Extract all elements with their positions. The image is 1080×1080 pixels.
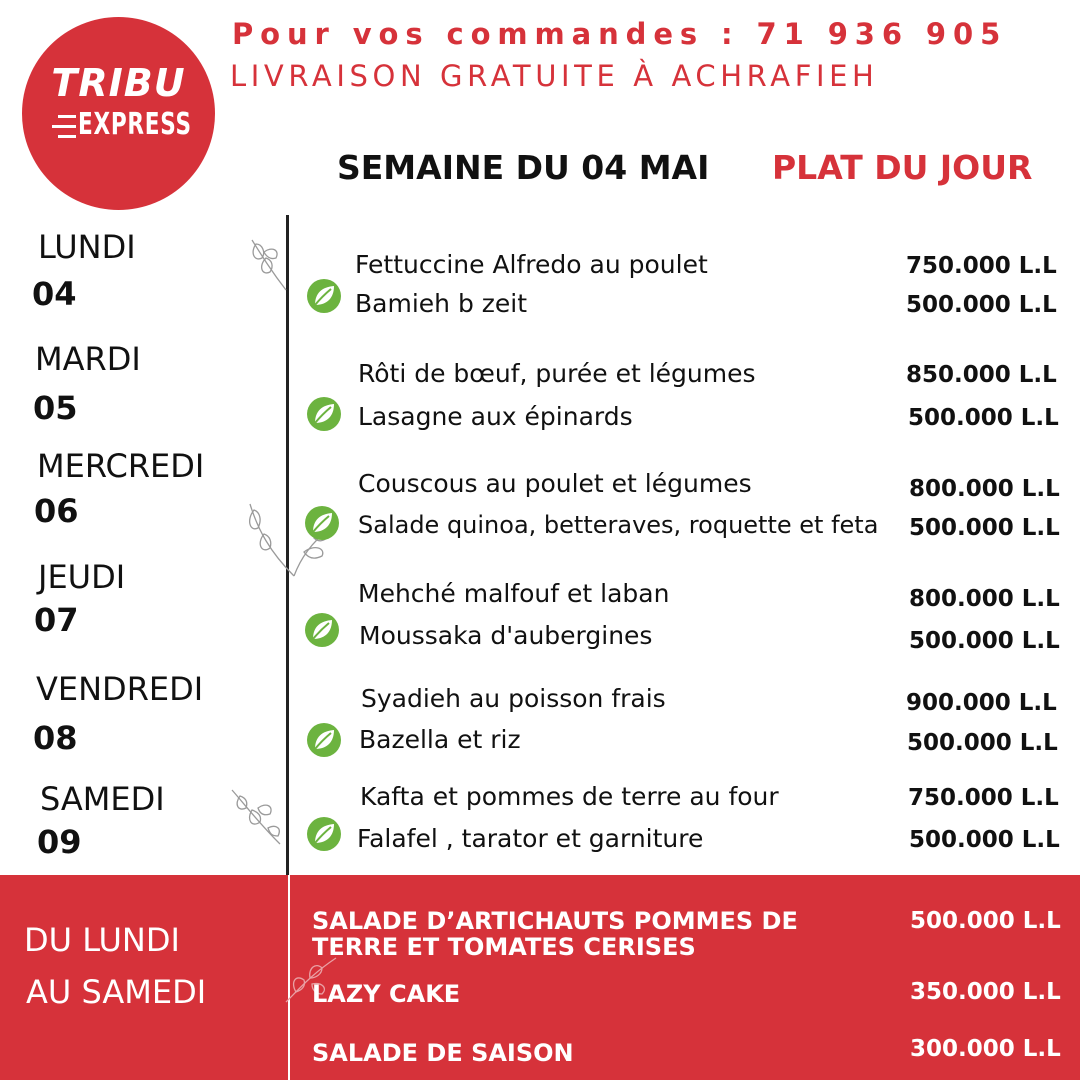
dish-price: 500.000 L.L bbox=[908, 405, 1059, 431]
logo-text-express: EXPRESS bbox=[78, 107, 192, 142]
leaf-sprig-icon bbox=[246, 236, 292, 294]
dish-price: 900.000 L.L bbox=[906, 690, 1057, 716]
leaf-icon bbox=[304, 612, 340, 648]
dish-price: 850.000 L.L bbox=[906, 362, 1057, 388]
daily-dish-name: LAZY CAKE bbox=[312, 980, 461, 1008]
day-number-lundi: 04 bbox=[32, 275, 77, 313]
leaf-icon bbox=[306, 722, 342, 758]
day-name-vendredi: VENDREDI bbox=[36, 670, 204, 708]
dish-price: 750.000 L.L bbox=[906, 253, 1057, 279]
dish-name: Salade quinoa, betteraves, roquette et feta bbox=[358, 511, 879, 539]
dish-price: 500.000 L.L bbox=[907, 730, 1058, 756]
daily-label-line1: DU LUNDI bbox=[24, 921, 180, 959]
day-name-jeudi: JEUDI bbox=[38, 558, 126, 596]
day-name-samedi: SAMEDI bbox=[40, 780, 165, 818]
menu-title: PLAT DU JOUR bbox=[772, 148, 1033, 187]
dish-price: 750.000 L.L bbox=[908, 785, 1059, 811]
free-delivery-line: LIVRAISON GRATUITE À ACHRAFIEH bbox=[230, 59, 879, 93]
dish-name: Falafel , tarator et garniture bbox=[357, 824, 704, 853]
week-label: SEMAINE DU 04 MAI bbox=[337, 148, 710, 187]
dish-name: Rôti de bœuf, purée et légumes bbox=[358, 359, 756, 388]
daily-dish-name-line2: TERRE ET TOMATES CERISES bbox=[312, 933, 696, 961]
dish-name: Bamieh b zeit bbox=[355, 289, 528, 318]
day-number-samedi: 09 bbox=[37, 823, 82, 861]
daily-dish-price: 500.000 L.L bbox=[910, 908, 1061, 934]
day-name-mardi: MARDI bbox=[35, 340, 141, 378]
leaf-sprig-icon bbox=[228, 786, 286, 850]
daily-dish-price: 300.000 L.L bbox=[910, 1036, 1061, 1062]
daily-dish-name-line1: SALADE D’ARTICHAUTS POMMES DE bbox=[312, 907, 798, 935]
day-number-mercredi: 06 bbox=[34, 492, 79, 530]
dish-name: Couscous au poulet et légumes bbox=[358, 469, 752, 498]
daily-dish-price: 350.000 L.L bbox=[910, 979, 1061, 1005]
logo-speed-line bbox=[58, 115, 76, 118]
day-number-jeudi: 07 bbox=[34, 601, 79, 639]
dish-name: Syadieh au poisson frais bbox=[361, 684, 666, 713]
leaf-icon bbox=[306, 278, 342, 314]
dish-name: Kafta et pommes de terre au four bbox=[360, 782, 779, 811]
dish-price: 500.000 L.L bbox=[909, 827, 1060, 853]
daily-label-line2: AU SAMEDI bbox=[26, 973, 207, 1011]
dish-price: 800.000 L.L bbox=[909, 586, 1060, 612]
dish-name: Fettuccine Alfredo au poulet bbox=[355, 250, 708, 279]
dish-name: Bazella et riz bbox=[359, 725, 521, 754]
dish-price: 500.000 L.L bbox=[906, 292, 1057, 318]
day-name-lundi: LUNDI bbox=[38, 228, 136, 266]
logo-text-tribu: TRIBU bbox=[51, 61, 186, 105]
dish-name: Moussaka d'aubergines bbox=[359, 621, 653, 650]
dish-price: 800.000 L.L bbox=[909, 476, 1060, 502]
logo-speed-line bbox=[58, 135, 76, 138]
leaf-icon bbox=[304, 505, 340, 541]
leaf-icon bbox=[306, 396, 342, 432]
dish-price: 500.000 L.L bbox=[909, 515, 1060, 541]
logo-speed-line bbox=[52, 125, 76, 128]
order-phone-line: Pour vos commandes : 71 936 905 bbox=[232, 17, 1008, 51]
day-number-mardi: 05 bbox=[33, 389, 78, 427]
day-name-mercredi: MERCREDI bbox=[37, 447, 205, 485]
dish-name: Mehché malfouf et laban bbox=[358, 579, 670, 608]
brand-logo bbox=[22, 17, 215, 210]
dish-price: 500.000 L.L bbox=[909, 628, 1060, 654]
leaf-icon bbox=[306, 816, 342, 852]
day-number-vendredi: 08 bbox=[33, 719, 78, 757]
dish-name: Lasagne aux épinards bbox=[358, 402, 633, 431]
daily-dish-name: SALADE DE SAISON bbox=[312, 1039, 574, 1067]
